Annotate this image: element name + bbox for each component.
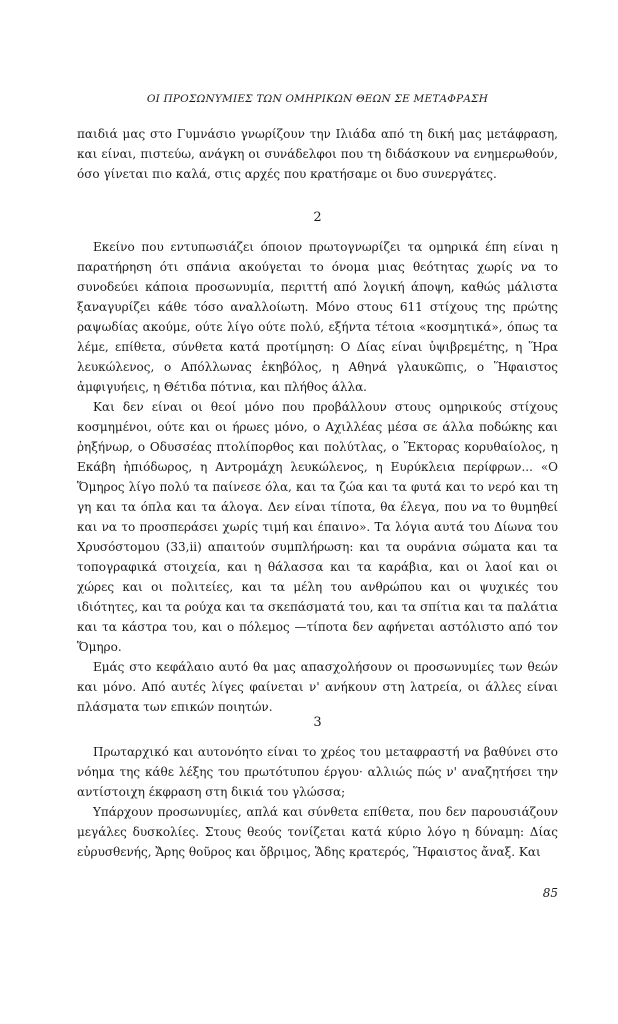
- section-number-2: 2: [313, 210, 322, 225]
- section-3-body: [77, 742, 558, 862]
- paragraph-text: Εμάς στο κεφάλαιο αυτό θα μας απασχολήσουν οι προσωνυμίες των θεών και μόνο. Από αυτές λίγες φαίνεται ν' ανήκουν στη λατρεία, οι άλλες είναι πλάσματα των επικών ποιητών.: [77, 660, 558, 714]
- paragraph-text: παιδιά μας στο Γυμνάσιο γνωρίζουν την Ιλιάδα από τη δική μας μετάφραση, και είναι, πιστεύω, ανάγκη οι συνάδελφοι που τη διδάσκουν να ενημερωθούν, όσο γίνεται πιο καλά, στις αρχές που κρατήσαμε οι δυο συνεργάτες.: [77, 127, 558, 181]
- paragraph-text: Εκείνο που εντυπωσιάζει όποιον πρωτογνωρίζει τα ομηρικά έπη είναι η παρατήρηση ότι σπάνια ακούγεται το όνομα μιας θεότητας χωρίς να το συνοδεύει κάποια προσωνυμία, περιττή από λογική άποψη, καθώς μάλιστα ξαναγυρίζει κάθε τόσο αναλλοίωτη. Μόνο στους 611 στίχους της πρώτης ραψωδίας ακούμε, ούτε λίγο ούτε πολύ, εξήντα τέτοια «κοσμητικά», όπως τα λέμε, επίθετα, σύνθετα κατά προτίμηση: Ο Δίας είναι ὑψιβρεμέτης, η Ἥρα λευκώλενος, ο Απόλλωνας ἑκηβόλος, η Αθηνά γλαυκῶπις, ο Ἥφαιστος ἀμφιγυήεις, η Θέτιδα πότνια, και πλήθος άλλα.: [77, 240, 558, 394]
- section-2-body: [77, 237, 558, 717]
- paragraph-text: Και δεν είναι οι θεοί μόνο που προβάλλουν στους ομηρικούς στίχους κοσμημένοι, ούτε και οι ήρωες μόνο, ο Αχιλλέας μέσα σε άλλα ποδώκης και ῥηξήνωρ, ο Οδυσσέας πτολίπορθος και πολύτλας, ο Ἕκτορας κορυθαίολος, η Εκάβη ἠπιόδωρος, η Αντρομάχη λευκώλενος, η Ευρύκλεια περίφρων... «Ο Ὅμηρος λίγο πολύ τα παίνεσε όλα, και τα ζώα και τα φυτά και το νερό και τη γη και τα όπλα και τα άλογα. Δεν είναι τίποτα, θα έλεγα, που να το θυμηθεί και να το προσπεράσει χωρίς τιμή και έπαινο». Τα λόγια αυτά του Δίωνα του Χρυσόστομου (33,ii) απαιτούν συμπλήρωση: και τα ουράνια σώματα και τα τοπογραφικά στοιχεία, και η θάλασσα και τα καράβια, και οι λαοί και οι χώρες και οι πολιτείες, και τα μέλη του ανθρώπου και οι ψυχικές του ιδιότητες, και τα ρούχα και τα σκεπάσματά του, και τα σπίτια και τα παλάτια και τα κάστρα του, και ο πόλεμος —τίποτα δεν αφήνεται αστόλιστο από τον Ὅμηρο.: [77, 400, 558, 654]
- paragraph-text: Υπάρχουν προσωνυμίες, απλά και σύνθετα επίθετα, που δεν παρουσιάζουν μεγάλες δυσκολίες. Στους θεούς τονίζεται κατά κύριο λόγο η δύναμη: Δίας εὐρυσθενής, Ἄρης θοῦρος και ὄβριμος, Ἅδης κρατερός, Ἥφαιστος ἄναξ. Και: [77, 805, 558, 859]
- paragraph-text: Πρωταρχικό και αυτονόητο είναι το χρέος του μεταφραστή να βαθύνει στο νόημα της κάθε λέξης του πρωτότυπου έργου· αλλιώς πώς ν' αναζητήσει την αντίστοιχη έκφραση στη δικιά του γλώσσα;: [77, 745, 558, 799]
- paragraph-continued: [77, 124, 558, 184]
- page-number: 85: [542, 886, 558, 900]
- section-number-3: 3: [313, 715, 322, 730]
- running-head: ΟΙ ΠΡΟΣΩΝΥΜΙΕΣ ΤΩΝ ΟΜΗΡΙΚΩΝ ΘΕΩΝ ΣΕ ΜΕΤΑΦΡΑΣΗ: [146, 93, 489, 105]
